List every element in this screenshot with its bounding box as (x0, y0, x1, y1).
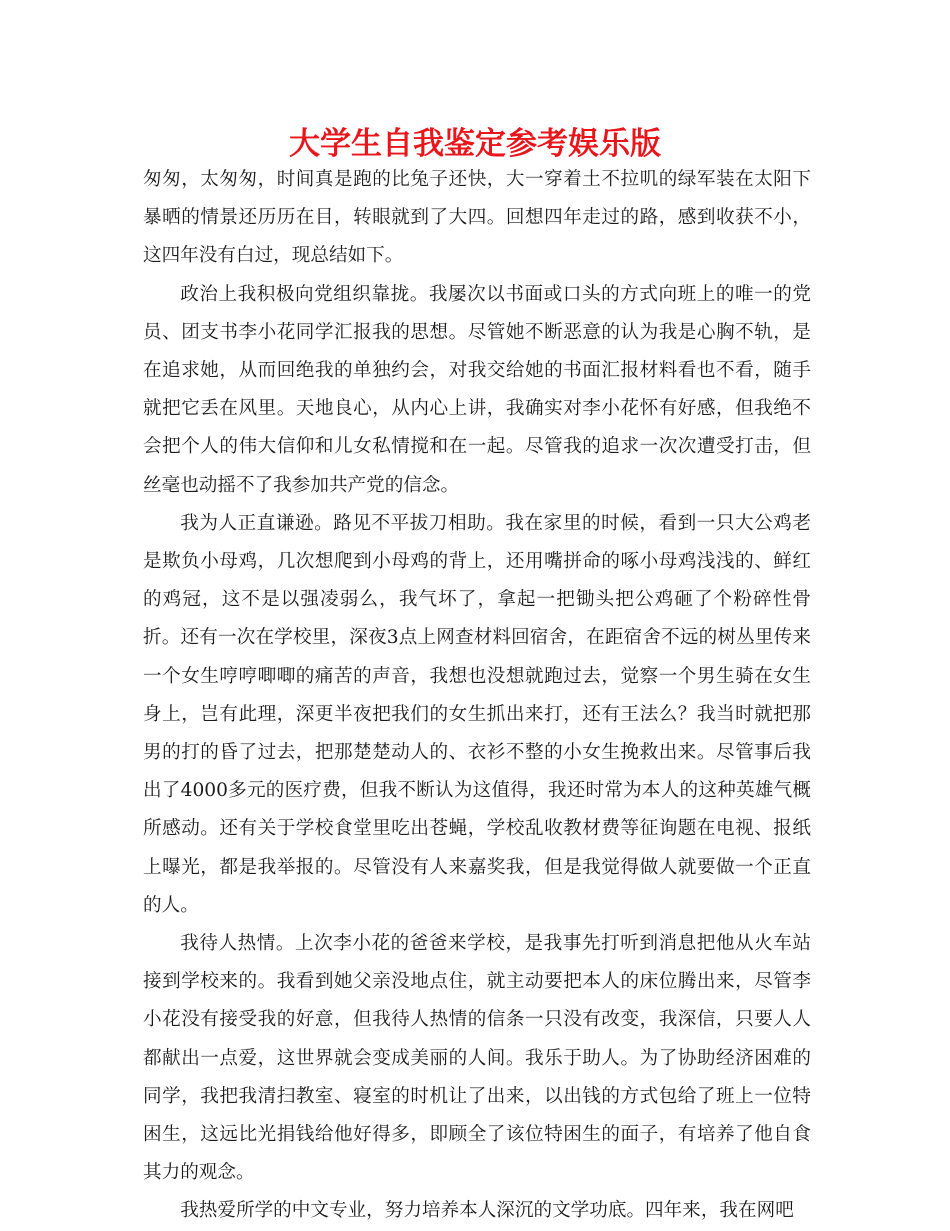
paragraph-politics: 政治上我积极向党组织靠拢。我屡次以书面或口头的方式向班上的唯一的党员、团支书李小花同学汇报我的思想。尽管她不断恶意的认为我是心胸不轨，是在追求她，从而回绝我的单独约会，对我交给她的书面汇报材料看也不看，随手就把它丢在风里。天地良心，从内心上讲，我确实对李小花怀有好感，但我绝不会把个人的伟大信仰和儿女私情搅和在一起。尽管我的追求一次次遭受打击，但丝毫也动摇不了我参加共产党的信念。 (143, 283, 811, 496)
document-body (143, 161, 811, 1231)
paragraph-major: 我热爱所学的中文专业，努力培养本人深沉的文学功底。四年来，我在网吧 (180, 1200, 794, 1222)
paragraph-intro: 匆匆，太匆匆，时间真是跑的比兔子还快，大一穿着土不拉叽的绿军装在太阳下暴晒的情景还历历在目，转眼就到了大四。回想四年走过的路，感到收获不小，这四年没有白过，现总结如下。 (143, 169, 811, 267)
document-title: 大学生自我鉴定参考娱乐版 (289, 126, 661, 162)
paragraph-integrity: 我为人正直谦逊。路见不平拔刀相助。我在家里的时候，看到一只大公鸡老是欺负小母鸡，几次想爬到小母鸡的背上，还用嘴拼命的啄小母鸡浅浅的、鲜红的鸡冠，这不是以强凌弱么，我气坏了，拿起一把锄头把公鸡砸了个粉碎性骨折。还有一次在学校里，深夜3点上网查材料回宿舍，在距宿舍不远的树丛里传来一个女生哼哼唧唧的痛苦的声音，我想也没想就跑过去，觉察一个男生骑在女生身上，岂有此理，深更半夜把我们的女生抓出来打，还有王法么？我当时就把那男的打的昏了过去，把那楚楚动人的、衣衫不整的小女生挽救出来。尽管事后我出了4000多元的医疗费，但我不断认为这值得，我还时常为本人的这种英雄气概所感动。还有关于学校食堂里吃出苍蝇，学校乱收教材费等征询题在电视、报纸上曝光，都是我举报的。尽管没有人来嘉奖我，但是我觉得做人就要做一个正直的人。 (143, 512, 811, 916)
paragraph-warmth: 我待人热情。上次李小花的爸爸来学校，是我事先打听到消息把他从火车站接到学校来的。我看到她父亲没地点住，就主动要把本人的床位腾出来，尽管李小花没有接受我的好意，但我待人热情的信条一只没有改变，我深信，只要人人都献出一点爱，这世界就会变成美丽的人间。我乐于助人。为了协助经济困难的同学，我把我清扫教室、寝室的时机让了出来，以出钱的方式包给了班上一位特困生，这远比光捐钱给他好得多，即顾全了该位特困生的面子，有培养了他自食其力的观念。 (143, 933, 811, 1184)
